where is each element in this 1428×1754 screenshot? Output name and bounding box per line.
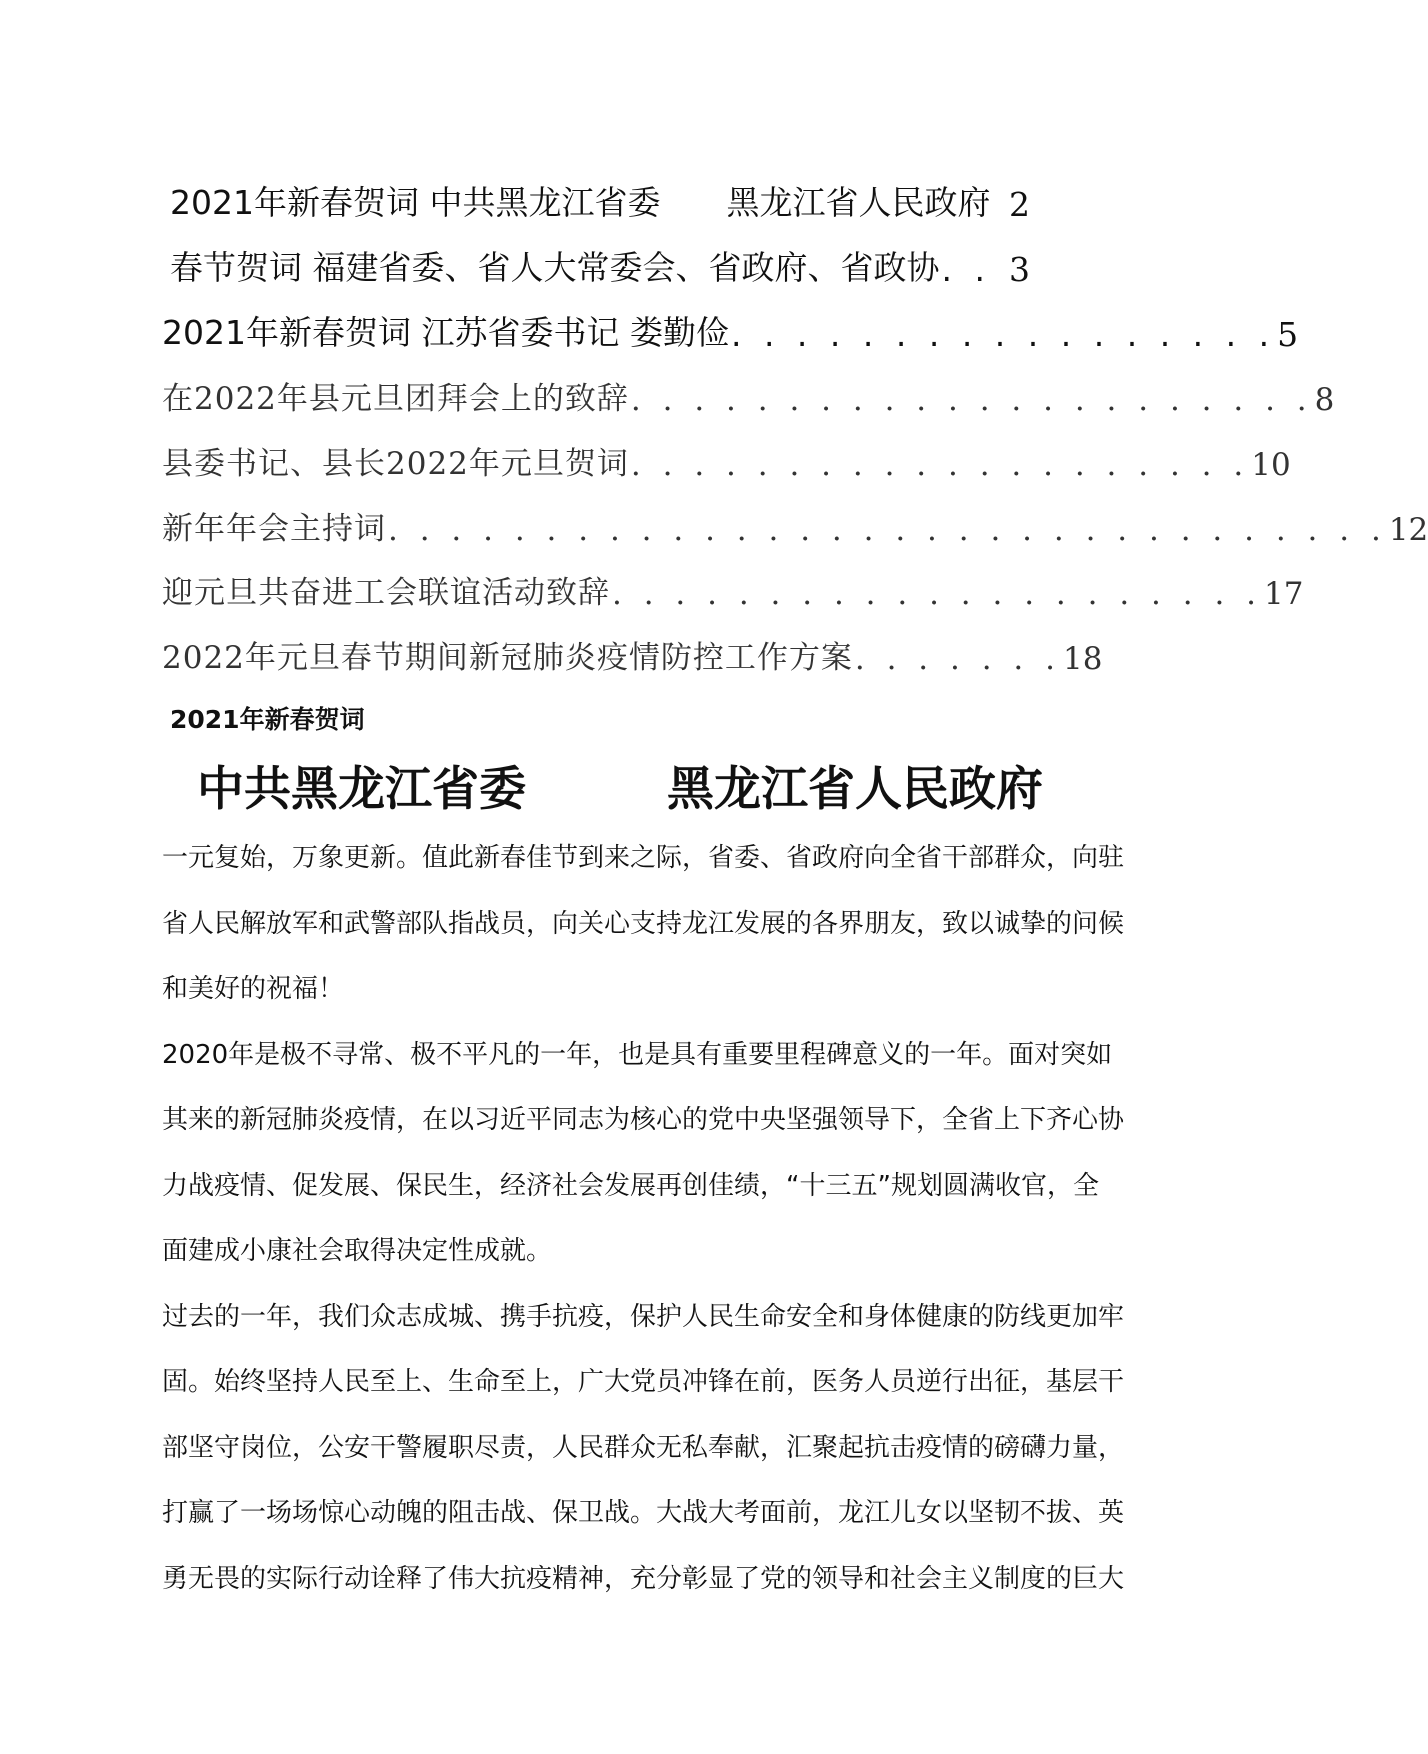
body-line: 固。始终坚持人民至上、生命至上，广大党员冲锋在前，医务人员逆行出征，基层干	[162, 1367, 1125, 1397]
toc-entry-page: 2	[1009, 185, 1030, 224]
toc-entry-page: 8	[1314, 382, 1335, 418]
toc-entry-title: 春节贺词 福建省委、省人大常委会、省政府、省政协	[170, 248, 940, 287]
toc-leader-dots: . . . . . . . . . . . . . . . . . . . . .	[612, 576, 1263, 612]
toc-entry-page: 12	[1388, 512, 1428, 548]
body-line: 部坚守岗位，公安干警履职尽责，人民群众无私奉献，汇聚起抗击疫情的磅礴力量，	[162, 1432, 1125, 1463]
toc-entry-page: 18	[1063, 641, 1103, 677]
toc-leader-dots: . . . . . . .	[854, 641, 1061, 677]
body-line: 过去的一年，我们众志成城、携手抗疫，保护人民生命安全和身体健康的防线更加牢	[162, 1301, 1125, 1332]
toc-entry[interactable]	[162, 362, 1335, 418]
body-text	[162, 826, 1125, 1612]
toc-entry[interactable]	[162, 298, 1299, 354]
body-line: 力战疫情、促发展、保民生，经济社会发展再创佳绩，“十三五”规划圆满收官，全	[162, 1170, 1099, 1201]
main-title: 中共黑龙江省委 黑龙江省人民政府	[197, 762, 1043, 817]
toc-entry-title: 在2022年县元旦团拜会上的致辞	[162, 381, 629, 417]
toc-entry-title: 县委书记、县长2022年元旦贺词	[162, 446, 629, 482]
toc-entry[interactable]	[170, 233, 1030, 289]
body-line: 面建成小康社会取得决定性成就。	[162, 1236, 553, 1266]
toc-entry-title: 2022年元旦春节期间新冠肺炎疫情防控工作方案	[162, 640, 853, 676]
body-line: 2020年是极不寻常、极不平凡的一年，也是具有重要里程碑意义的一年。面对突如	[162, 1039, 1113, 1070]
toc-entry-page: 10	[1251, 447, 1291, 483]
toc-leader-dots: . . . . . . . . . . . . . . . . . . . . . . . . . . . . . . . .	[388, 512, 1387, 548]
toc-entry-title: 迎元旦共奋进工会联谊活动致辞	[162, 575, 610, 611]
toc-leader-dots: . .	[941, 250, 991, 289]
toc-entry-page: 5	[1277, 315, 1299, 354]
toc-entry-page: 17	[1264, 576, 1304, 612]
toc-entry-title: 新年年会主持词	[162, 511, 386, 547]
toc-entry[interactable]	[162, 621, 1103, 677]
toc-entry-title: 2021年新春贺词 中共黑龙江省委 黑龙江省人民政府	[170, 183, 991, 222]
body-line: 省人民解放军和武警部队指战员，向关心支持龙江发展的各界朋友，致以诚挚的问候	[162, 908, 1125, 939]
toc-entry[interactable]	[170, 168, 1030, 224]
toc-entry[interactable]	[162, 427, 1291, 483]
body-line: 打赢了一场场惊心动魄的阻击战、保卫战。大战大考面前，龙江儿女以坚韧不拔、英	[162, 1498, 1125, 1528]
toc-entry[interactable]	[162, 492, 1428, 548]
toc-entry-title: 2021年新春贺词 江苏省委书记 娄勤俭	[162, 313, 729, 352]
toc-leader-dots: . . . . . . . . . . . . . . . . . . . .	[630, 447, 1250, 483]
toc-leader-dots: . . . . . . . . . . . . . . . . . . . . . .	[630, 382, 1313, 418]
toc-leader-dots: . . . . . . . . . . . . . . . . .	[730, 315, 1276, 354]
body-line: 其来的新冠肺炎疫情，在以习近平同志为核心的党中央坚强领导下，全省上下齐心协	[162, 1105, 1125, 1135]
body-line: 和美好的祝福！	[162, 974, 345, 1004]
section-tag: 2021年新春贺词	[170, 705, 365, 734]
body-line: 勇无畏的实际行动诠释了伟大抗疫精神，充分彰显了党的领导和社会主义制度的巨大	[162, 1563, 1125, 1594]
toc-entry[interactable]	[162, 556, 1304, 612]
toc-entry-page: 3	[1009, 250, 1030, 289]
body-line: 一元复始，万象更新。值此新春佳节到来之际，省委、省政府向全省干部群众，向驻	[162, 843, 1125, 873]
